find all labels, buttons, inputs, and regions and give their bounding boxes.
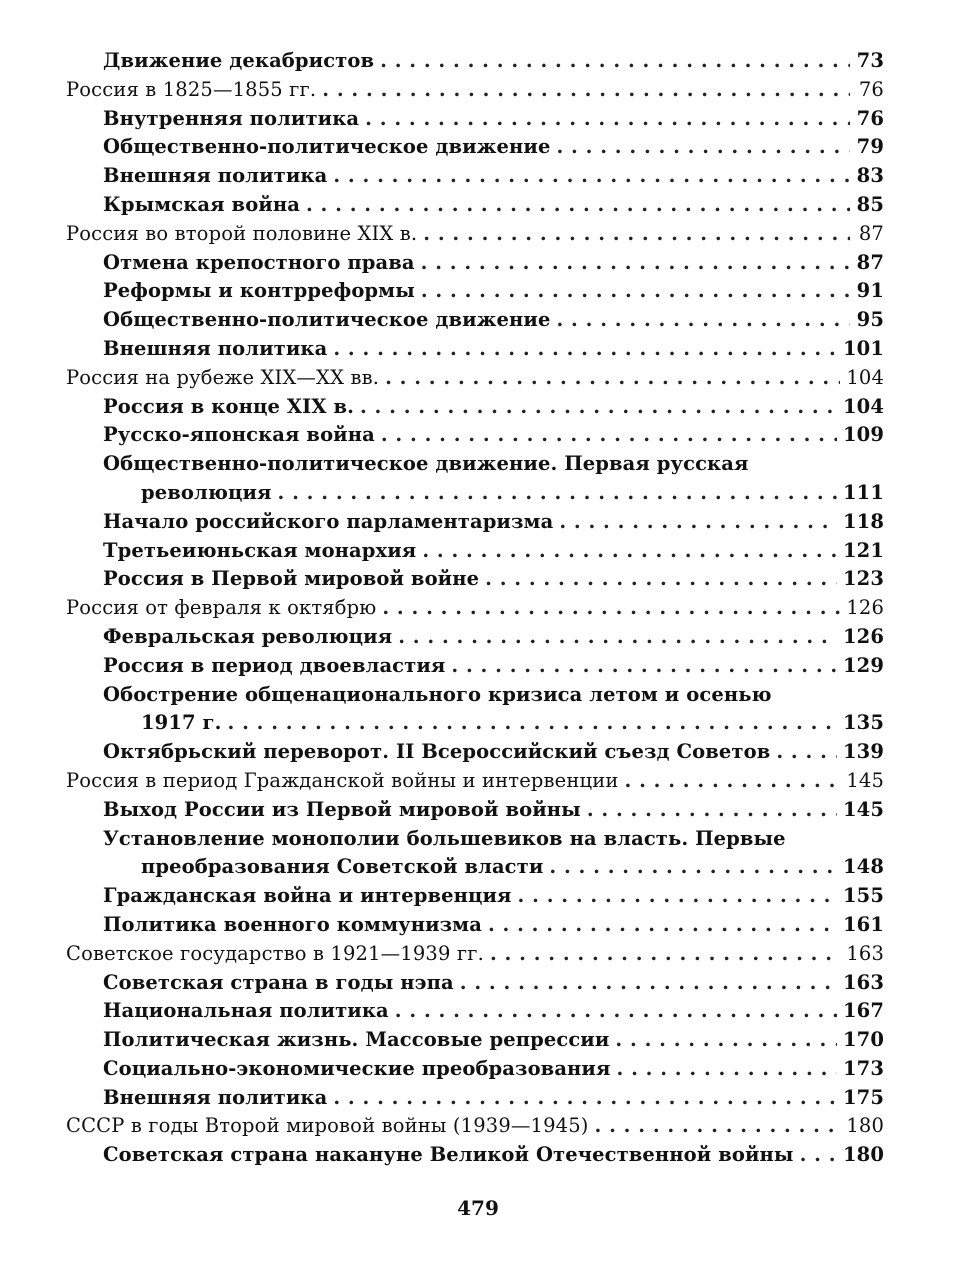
toc-entry-page: 173 (842, 1056, 884, 1080)
leader-dots (800, 1141, 837, 1170)
toc-entry-page: 155 (842, 884, 884, 908)
leader-dots (485, 565, 837, 594)
toc-entry-page: 95 (856, 308, 884, 332)
toc-section (66, 220, 884, 249)
toc-section-title: Россия в период Гражданской войны и интервенции (66, 768, 619, 792)
leader-dots (556, 306, 850, 335)
toc-entry-page: 145 (846, 768, 884, 792)
leader-dots (595, 1112, 841, 1141)
toc-entry-page: 73 (856, 49, 884, 72)
toc-entry-page: 83 (856, 164, 884, 188)
leader-dots (559, 508, 837, 537)
leader-dots (421, 249, 850, 278)
toc-entry-page: 175 (842, 1085, 884, 1109)
leader-dots (625, 767, 841, 796)
toc-entry-page: 109 (842, 423, 884, 447)
toc-entry-page: 85 (856, 192, 884, 216)
toc-entry-page: 79 (856, 135, 884, 159)
leader-dots (617, 1055, 837, 1084)
leader-dots (615, 1026, 837, 1055)
toc-entry-page: 104 (842, 394, 884, 418)
toc-entry (66, 393, 884, 422)
toc-entry-title-line1: Обострение общенационального кризиса летом и осенью (103, 682, 772, 706)
leader-dots (360, 393, 837, 422)
toc-entry-title: Советская страна в годы нэпа (103, 970, 454, 994)
toc-entry-title-line1: Общественно-политическое движение. Первая русская (103, 452, 749, 476)
leader-dots (423, 220, 850, 249)
toc-entry-page: 180 (842, 1143, 884, 1167)
toc-entry-page: 145 (842, 797, 884, 821)
toc-entry (66, 623, 884, 652)
toc-entry-title: Крымская война (103, 192, 300, 216)
toc-entry-page: 104 (846, 365, 884, 389)
toc-entry-title: Внутренняя политика (103, 106, 360, 130)
leader-dots (333, 162, 850, 191)
leader-dots (306, 191, 850, 220)
toc-entry-title: Выход России из Первой мировой войны (103, 797, 581, 821)
toc-entry-page: 121 (842, 538, 884, 562)
toc-entry-page: 76 (858, 77, 884, 101)
toc-entry-title: Третьеиюньская монархия (103, 538, 417, 562)
toc-entry-title: Политика военного коммунизма (103, 912, 482, 936)
toc-entry-title: Внешняя политика (103, 1085, 328, 1109)
leader-dots (460, 969, 837, 998)
toc-entry (66, 105, 884, 134)
leader-dots (422, 537, 837, 566)
toc-entry-title: Советская страна накануне Великой Отечественной войны (103, 1143, 794, 1167)
toc-entry (66, 479, 884, 508)
toc-entry-page: 135 (842, 711, 884, 735)
toc-entry (66, 709, 884, 738)
toc-entry-title: Общественно-политическое движение (103, 135, 551, 159)
toc-entry-page: 118 (842, 509, 884, 533)
toc-entry-title: Начало российского парламентаризма (103, 509, 554, 533)
toc-entry-title: Реформы и контрреформы (103, 279, 415, 303)
toc-entry (66, 1026, 884, 1055)
toc-entry-page: 91 (856, 279, 884, 303)
toc-entry (66, 1084, 884, 1113)
toc-entry-title: Национальная политика (103, 999, 389, 1023)
leader-dots (228, 709, 837, 738)
toc-section-title: Россия в 1825—1855 гг. (66, 77, 317, 101)
toc-entry-page: 167 (842, 999, 884, 1023)
toc-entry-page: 126 (842, 624, 884, 648)
toc-entry-page: 87 (856, 250, 884, 274)
toc-entry-title: Октябрьский переворот. II Всероссийский съезд Советов (103, 740, 771, 764)
toc-entry (66, 47, 884, 76)
toc-entry (66, 537, 884, 566)
toc-entry-title: Россия в конце XIX в. (103, 394, 354, 418)
toc-entry (66, 853, 884, 882)
toc-section-title: Россия на рубеже XIX—XX вв. (66, 365, 380, 389)
toc-entry-title: Внешняя политика (103, 164, 328, 188)
toc-section (66, 1112, 884, 1141)
toc-entry-page: 163 (846, 941, 884, 965)
toc-entry (66, 565, 884, 594)
toc-entry (66, 162, 884, 191)
toc-entry (66, 508, 884, 537)
toc-entry-title-line1: Установление монополии большевиков на власть. Первые (103, 826, 786, 850)
toc-section-title: Россия во второй половине XIX в. (66, 221, 418, 245)
leader-dots (587, 796, 837, 825)
toc-entry-title: Движение декабристов (103, 49, 375, 72)
leader-dots (451, 652, 837, 681)
leader-dots (549, 853, 837, 882)
leader-dots (380, 47, 850, 76)
toc-entry-title: Политическая жизнь. Массовые репрессии (103, 1028, 610, 1052)
toc-entry (66, 997, 884, 1026)
leader-dots (381, 421, 837, 450)
toc-entry-page: 111 (842, 480, 884, 504)
leader-dots (385, 364, 840, 393)
toc-entry (66, 191, 884, 220)
leader-dots (322, 76, 850, 105)
toc-entry-title: Россия в период двоевластия (103, 653, 446, 677)
toc-entry-page: 123 (842, 567, 884, 591)
toc-entry-title: Внешняя политика (103, 336, 328, 360)
toc-entry (66, 882, 884, 911)
toc-entry (66, 249, 884, 278)
toc-entry (66, 652, 884, 681)
leader-dots (365, 105, 850, 134)
leader-dots (518, 882, 837, 911)
toc-entry-title: революция (141, 480, 272, 504)
leader-dots (395, 997, 837, 1026)
leader-dots (398, 623, 837, 652)
toc-entry-page: 126 (846, 596, 884, 620)
leader-dots (382, 594, 840, 623)
leader-dots (776, 738, 837, 767)
toc-entry (66, 277, 884, 306)
toc-section (66, 940, 884, 969)
toc-entry-page: 76 (856, 106, 884, 130)
toc-entry-page: 180 (846, 1114, 884, 1138)
toc-entry-title: Февральская революция (103, 624, 393, 648)
leader-dots (333, 335, 837, 364)
leader-dots (278, 479, 837, 508)
leader-dots (421, 277, 850, 306)
toc-entry-title: преобразования Советской власти (141, 855, 544, 879)
toc-entry-title: Социально-экономические преобразования (103, 1056, 611, 1080)
toc-entry-page: 139 (842, 740, 884, 764)
toc-entry-title: Россия в Первой мировой войне (103, 567, 480, 591)
toc-entry (66, 796, 884, 825)
toc-entry (66, 335, 884, 364)
toc-entry-page: 161 (842, 912, 884, 936)
toc-entry (66, 421, 884, 450)
toc-section-title: Советское государство в 1921—1939 гг. (66, 941, 484, 965)
toc-entry (66, 1055, 884, 1084)
toc-entry (66, 738, 884, 767)
leader-dots (333, 1084, 837, 1113)
toc-section (66, 364, 884, 393)
leader-dots (488, 911, 837, 940)
toc-entry-page: 87 (858, 221, 884, 245)
toc-entry-page: 148 (842, 855, 884, 879)
toc-entry-page: 129 (842, 653, 884, 677)
toc-entry-title: Отмена крепостного права (103, 250, 415, 274)
toc-entry-title: Гражданская война и интервенция (103, 884, 512, 908)
toc-entry-page: 163 (842, 970, 884, 994)
toc-entry (66, 969, 884, 998)
toc-section (66, 594, 884, 623)
leader-dots (490, 940, 840, 969)
toc-entry-page: 101 (842, 336, 884, 360)
toc-entry (66, 1141, 884, 1170)
toc-entry-title: 1917 г. (141, 711, 222, 735)
toc-entry (66, 911, 884, 940)
toc-section (66, 767, 884, 796)
toc-entry-title: Русско-японская война (103, 423, 375, 447)
toc-section (66, 76, 884, 105)
page-number: 479 (457, 1196, 499, 1220)
toc-entry (66, 133, 884, 162)
toc-entry-title: Общественно-политическое движение (103, 308, 551, 332)
toc-section-title: СССР в годы Второй мировой войны (1939—1945) (66, 1114, 589, 1138)
toc-entry-page: 170 (842, 1028, 884, 1052)
leader-dots (556, 133, 850, 162)
toc-entry (66, 306, 884, 335)
toc-section-title: Россия от февраля к октябрю (66, 596, 377, 620)
table-of-contents (66, 47, 884, 1170)
